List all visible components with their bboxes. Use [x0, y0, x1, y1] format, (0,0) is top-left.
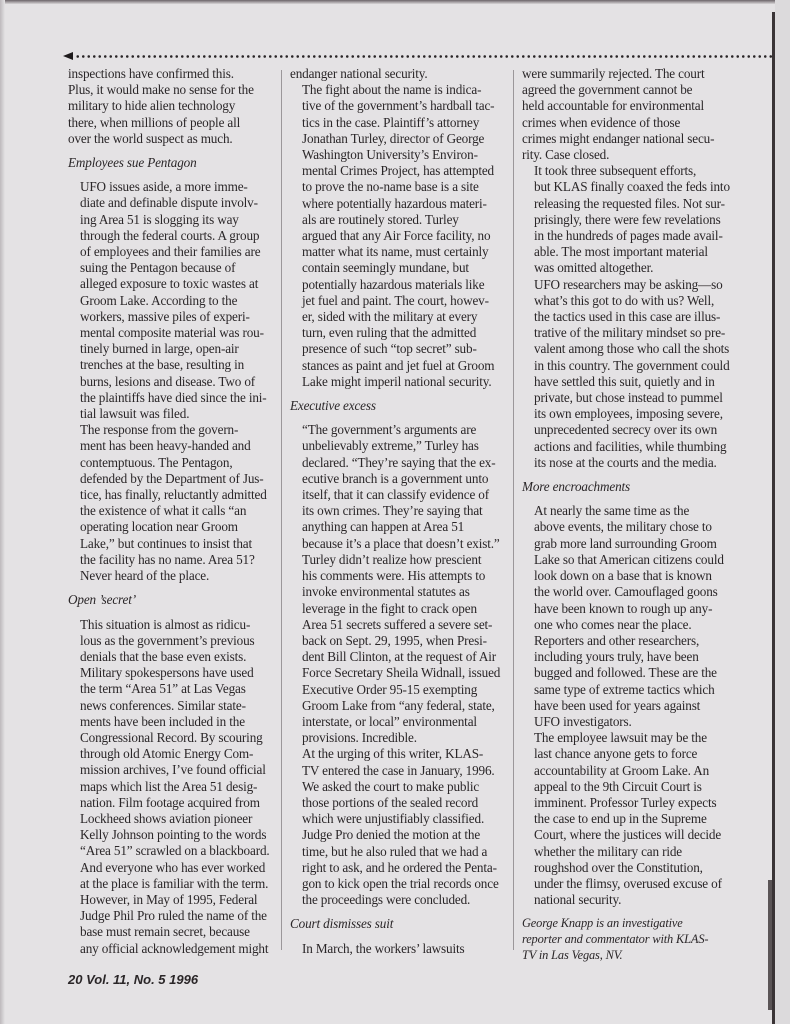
text-line: the existence of what it calls “an [80, 503, 247, 519]
text-line: last chance anyone gets to force [534, 746, 698, 762]
text-line: through old Atomic Energy Com- [80, 746, 254, 762]
author-bio [522, 916, 750, 963]
column-2 [290, 66, 502, 957]
text-line: through the federal courts. A group [80, 227, 260, 243]
text-line: bugged and followed. These are the [534, 665, 717, 681]
text-line: “The government’s arguments are [302, 422, 477, 438]
column-3 [522, 66, 750, 963]
text-line: the tactics used in this case are illus- [534, 309, 721, 325]
text-line: of employees and their families are [80, 244, 261, 260]
text-line: However, in May of 1995, Federal [80, 891, 258, 907]
text-line: dent Bill Clinton, at the request of Air [302, 649, 496, 665]
text-line: appeal to the 9th Circuit Court is [534, 778, 702, 794]
text-line: were summarily rejected. The court [522, 66, 705, 81]
text-line: military to hide alien technology [68, 98, 236, 114]
text-line: the term “Area 51” at Las Vegas [80, 681, 246, 697]
text-line: Judge Pro denied the motion at the [302, 827, 481, 843]
text-line: unbelievably extreme,” Turley has [302, 438, 479, 454]
text-line: ment has been heavy-handed and [80, 438, 251, 454]
text-line: mental composite material was rou- [80, 325, 264, 341]
text-line: Lake,” but continues to insist that [80, 535, 253, 551]
text-line: burns, lesions and disease. Two of [80, 373, 256, 389]
paragraph [68, 66, 273, 147]
paragraph [522, 277, 750, 471]
text-line: turn, even ruling that the admitted [302, 325, 477, 341]
text-line: news conferences. Similar state- [80, 697, 246, 713]
text-line: operating location near Groom [80, 519, 238, 535]
text-line: its own employees, imposing severe, [534, 406, 723, 422]
text-line: defended by the Department of Jus- [80, 470, 264, 486]
text-line: have been known to rough up any- [534, 600, 713, 616]
text-line: declared. “They’re saying that the ex- [302, 454, 496, 470]
paragraph [68, 617, 273, 957]
text-line: base must remain secret, because [80, 924, 250, 940]
text-line: the case to end up in the Supreme [534, 811, 707, 827]
text-line: ments have been included in the [80, 713, 245, 729]
text-line: held accountable for environmental [522, 98, 705, 114]
text-line: imminent. Professor Turley expects [534, 794, 717, 810]
text-line: any official acknowledgement might [80, 940, 269, 956]
text-line: inspections have confirmed this. [68, 66, 234, 81]
text-line: over the world suspect as much. [68, 130, 233, 146]
text-line: trative of the military mindset so pre- [534, 325, 726, 341]
dotted-line [75, 55, 775, 58]
text-line: Judge Phil Pro ruled the name of the [80, 908, 267, 924]
text-line: Executive Order 95-15 exempting [302, 681, 478, 697]
left-arrow-icon [63, 52, 73, 60]
text-line: anything can happen at Area 51 [302, 519, 465, 535]
text-line: right to ask, and he ordered the Penta- [302, 859, 497, 875]
text-line: At nearly the same time as the [534, 503, 690, 519]
text-line: Reporters and other researchers, [534, 632, 700, 648]
text-line: The response from the govern- [80, 422, 239, 438]
text-line: Turley didn’t realize how prescient [302, 551, 482, 567]
text-line: grab more land surrounding Groom [534, 535, 717, 551]
text-line: nation. Film footage acquired from [80, 794, 260, 810]
text-line: time, but he also ruled that we had a [302, 843, 488, 859]
text-line: It took three subsequent efforts, [534, 163, 697, 179]
paragraph [290, 422, 502, 552]
text-line: er, sided with the military at every [302, 309, 478, 325]
text-line: those portions of the sealed record [302, 794, 479, 810]
page-folio: 20 Vol. 11, No. 5 1996 [68, 972, 199, 987]
text-line: Lockheed shows aviation pioneer [80, 810, 253, 826]
text-line: contain seemingly mundane, but [302, 260, 469, 276]
text-line: Military spokespersons have used [80, 665, 254, 681]
paragraph [290, 552, 502, 746]
text-line: TV entered the case in January, 1996. [302, 762, 495, 778]
text-line: lous as the government’s previous [80, 632, 255, 648]
text-line: Jonathan Turley, director of George [302, 130, 485, 146]
text-line: reporter and commentator with KLAS- [522, 931, 709, 946]
text-line: because it’s a place that doesn’t exist.” [302, 535, 500, 551]
text-line: alleged exposure to toxic wastes at [80, 276, 259, 292]
section-heading-more-encroachments: More encroachments [522, 479, 631, 495]
text-line: the world over. Camouflaged goons [534, 584, 718, 600]
text-line: its own crimes. They’re saying that [302, 503, 483, 519]
text-line: The fight about the name is indica- [302, 82, 482, 98]
text-line: suing the Pentagon because of [80, 260, 236, 276]
text-line: provisions. Incredible. [302, 730, 417, 746]
text-line: above events, the military chose to [534, 519, 712, 535]
text-line: Groom Lake. According to the [80, 292, 238, 308]
paragraph [290, 82, 502, 390]
continuation-dotted-rule [63, 52, 775, 60]
text-line: there, when millions of people all [68, 114, 241, 130]
text-line: tinely burned in large, open-air [80, 341, 239, 357]
text-line: mental Crimes Project, has attempted [302, 163, 494, 179]
text-line: Groom Lake from “any federal, state, [302, 697, 495, 713]
text-line: At the urging of this writer, KLAS- [302, 746, 484, 762]
paragraph [290, 941, 502, 957]
text-line: its nose at the courts and the media. [534, 454, 717, 470]
text-line: including yours truly, have been [534, 649, 699, 665]
section-heading-court-dismisses-suit: Court dismisses suit [290, 916, 394, 932]
paragraph [522, 66, 750, 163]
paragraph [290, 746, 502, 908]
text-line: his comments were. His attempts to [302, 568, 486, 584]
scan-right-margin [775, 0, 790, 1024]
text-line: Area 51 secrets suffered a severe set- [302, 616, 493, 632]
text-line: at the place is familiar with the term. [80, 875, 269, 891]
column-divider [281, 70, 282, 950]
text-line: ecutive branch is a government unto [302, 470, 489, 486]
text-line: have settled this suit, quietly and in [534, 373, 715, 389]
text-line: gon to kick open the trial records once [302, 875, 499, 891]
text-line: to prove the no-name base is a site [302, 179, 479, 195]
text-line: Lake so that American citizens could [534, 551, 724, 567]
text-line: This situation is almost as ridicu- [80, 616, 251, 632]
text-line: itself, that it can classify evidence of [302, 487, 489, 503]
column-divider [513, 70, 514, 950]
text-line: back on Sept. 29, 1995, when Presi- [302, 632, 487, 648]
text-line: tial lawsuit was filed. [80, 406, 190, 422]
text-line: but KLAS finally coaxed the feds into [534, 179, 730, 195]
text-line: contemptuous. The Pentagon, [80, 454, 233, 470]
text-line: rity. Case closed. [522, 147, 610, 163]
text-line: releasing the requested files. Not sur- [534, 195, 725, 211]
text-line: stances as paint and jet fuel at Groom [302, 357, 495, 373]
text-line: unprecedented secrecy over its own [534, 422, 718, 438]
text-line: Court, where the justices will decide [534, 827, 722, 843]
text-line: roughshod over the Constitution, [534, 859, 703, 875]
text-line: invoke environmental statutes as [302, 584, 470, 600]
text-line: crimes might endanger national secu- [522, 130, 715, 146]
text-line: was omitted altogether. [534, 260, 654, 276]
text-line: matter what its name, must certainly [302, 244, 489, 260]
text-line: And everyone who has ever worked [80, 859, 266, 875]
text-line: UFO investigators. [534, 713, 632, 729]
text-line: tive of the government’s hardball tac- [302, 98, 495, 114]
text-line: In March, the workers’ lawsuits [302, 940, 465, 956]
text-line: maps which list the Area 51 desig- [80, 778, 258, 794]
text-line: trenches at the base, resulting in [80, 357, 245, 373]
text-line: in this country. The government could [534, 357, 730, 373]
paragraph [522, 503, 750, 730]
text-line: the proceedings were concluded. [302, 892, 471, 908]
text-line: where potentially hazardous materi- [302, 195, 487, 211]
section-heading-executive-excess: Executive excess [290, 398, 376, 414]
text-line: jet fuel and paint. The court, howev- [302, 292, 489, 308]
text-line: same type of extreme tactics which [534, 681, 715, 697]
text-line: workers, massive piles of experi- [80, 308, 250, 324]
text-line: able. The most important material [534, 244, 708, 260]
text-line: George Knapp is an investigative [522, 916, 683, 931]
text-line: private, but chose instead to pummel [534, 390, 723, 406]
column-1 [68, 66, 273, 957]
text-line: the plaintiffs have died since the ini- [80, 389, 267, 405]
text-line: UFO issues aside, a more imme- [80, 179, 248, 195]
text-line: denials that the base even exists. [80, 648, 247, 664]
text-line: the facility has no name. Area 51? [80, 551, 255, 567]
text-line: Never heard of the place. [80, 568, 210, 584]
text-line: crimes when evidence of those [522, 114, 681, 130]
text-line: under the flimsy, overused excuse of [534, 875, 722, 891]
text-line: whether the military can ride [534, 843, 682, 859]
scan-top-shadow [0, 0, 790, 4]
text-line: als are routinely stored. Turley [302, 211, 459, 227]
text-line: TV in Las Vegas, NV. [522, 947, 623, 962]
text-line: in the hundreds of pages made avail- [534, 228, 723, 244]
paragraph [68, 422, 273, 584]
text-line: potentially hazardous materials like [302, 276, 485, 292]
text-line: tics in the case. Plaintiff’s attorney [302, 114, 480, 130]
text-line: actions and facilities, while thumbing [534, 438, 727, 454]
page-right-edge-shadow [768, 880, 772, 1010]
text-line: Plus, it would make no sense for the [68, 82, 254, 98]
text-line: The employee lawsuit may be the [534, 730, 707, 746]
text-line: endanger national security. [290, 66, 428, 81]
text-line: We asked the court to make public [302, 778, 480, 794]
text-line: valent among those who call the shots [534, 341, 730, 357]
scan-left-edge [0, 0, 5, 1024]
text-line: one who comes near the place. [534, 616, 692, 632]
text-line: “Area 51” scrawled on a blackboard. [80, 843, 270, 859]
text-line: interstate, or local” environmental [302, 713, 477, 729]
text-line: what’s this got to do with us? Well, [534, 292, 715, 308]
text-line: Washington University’s Environ- [302, 147, 478, 163]
paragraph [68, 179, 273, 422]
text-line: presence of such “top secret” sub- [302, 341, 477, 357]
text-line: have been used for years against [534, 697, 701, 713]
text-line: leverage in the fight to crack open [302, 600, 477, 616]
page-right-edge [772, 12, 775, 1024]
text-line: mission archives, I’ve found official [80, 762, 266, 778]
paragraph [290, 66, 502, 82]
text-line: Force Secretary Sheila Widnall, issued [302, 665, 501, 681]
text-line: national security. [534, 892, 622, 908]
text-line: Congressional Record. By scouring [80, 729, 263, 745]
text-line: which were unjustifiably classified. [302, 811, 485, 827]
text-line: Lake might imperil national security. [302, 373, 492, 389]
text-line: Kelly Johnson pointing to the words [80, 827, 267, 843]
text-line: accountability at Groom Lake. An [534, 762, 710, 778]
section-heading-employees-sue-pentagon: Employees sue Pentagon [68, 155, 197, 171]
text-line: diate and definable dispute involv- [80, 195, 258, 211]
text-line: tice, has finally, reluctantly admitted [80, 487, 267, 503]
text-line: argued that any Air Force facility, no [302, 228, 491, 244]
paragraph [522, 163, 750, 276]
text-line: prisingly, there were few revelations [534, 211, 721, 227]
section-heading-open-secret: Open ’secret’ [68, 592, 136, 608]
text-line: agreed the government cannot be [522, 82, 693, 98]
text-line: ing Area 51 is slogging its way [80, 211, 239, 227]
text-line: look down on a base that is known [534, 568, 712, 584]
paragraph [522, 730, 750, 908]
text-line: UFO researchers may be asking—so [534, 276, 723, 292]
